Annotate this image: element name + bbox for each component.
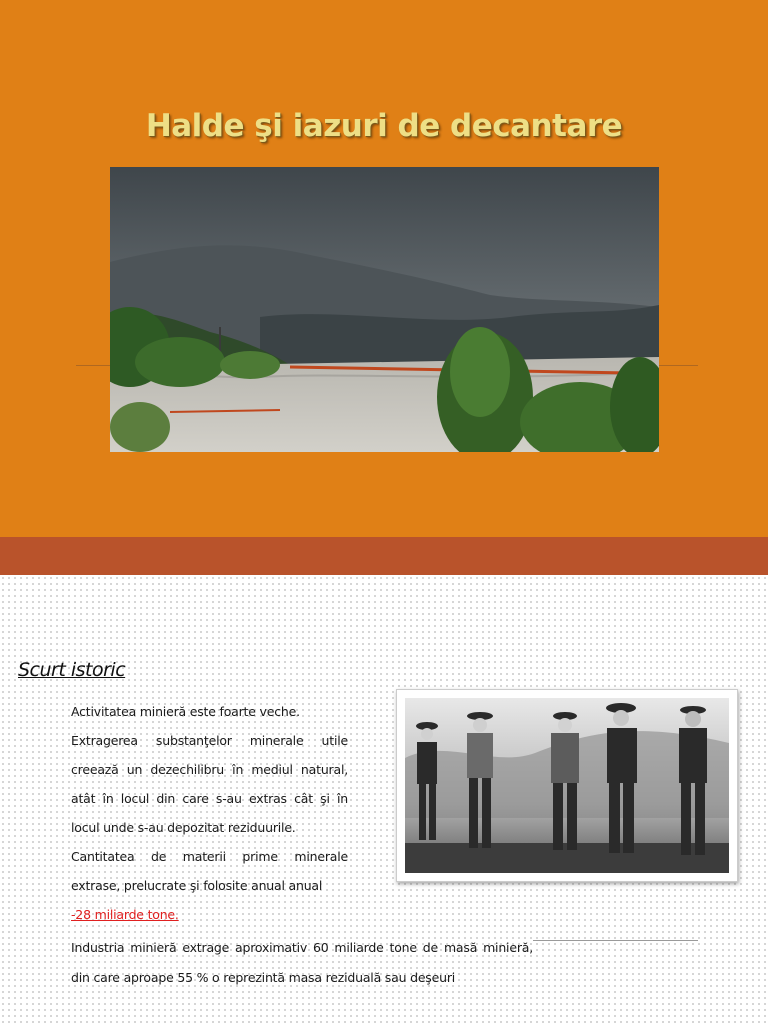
paragraph-3: Cantitatea de materii prime minerale extrase, prelucrate şi folosite anual anual [71,849,348,893]
bottom-divider-line [533,940,698,941]
section-heading: Scurt istoric [18,659,126,681]
historic-miners-photo [405,698,729,873]
paragraph-2: Extragerea substanţelor minerale utile creează un dezechilibru în mediul natural, atât în locul din care s-au extras cât şi în locul unde s-au depozitat reziduurile. [71,733,348,835]
tailings-pond-photo [110,167,659,452]
bottom-paragraph-block [71,933,533,993]
bottom-paragraph: Industria minieră extrage aproximativ 60 miliarde tone de masă minieră, din care aproape 55 % o reprezintă masa reziduală sau deşeuri [71,940,533,985]
historic-miners-photo-icon [405,698,729,873]
title-slide-bottom-band [0,537,768,575]
divider-line-right [659,365,698,366]
tailings-pond-landscape-photo-icon [110,167,659,452]
history-body-text [71,697,348,929]
slide-title: Halde şi iazuri de decantare [145,108,623,144]
divider-line-left [76,365,110,366]
paragraph-1: Activitatea minieră este foarte veche. [71,704,300,719]
miners-photo-frame [396,689,738,882]
highlight-amount: -28 miliarde tone. [71,907,179,922]
